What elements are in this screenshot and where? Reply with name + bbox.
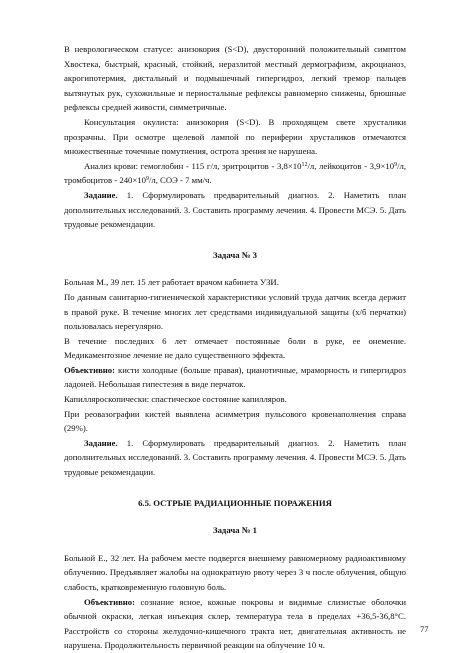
blood-text-4: /л, СОЭ - 7 мм/ч.: [148, 175, 212, 186]
page-number: 77: [420, 624, 429, 634]
blood-analysis-paragraph: [64, 159, 406, 188]
section-patient-paragraph: Больной Е., 32 лет. На рабочем месте подвергся внешнему равномерному радиоактивному облучению. Предъявляет жалобы на однократную рвоту через 3 ч после облучения, общую слабость, кратковременную головную боль.: [64, 552, 406, 592]
task3-assignment-paragraph: [64, 436, 406, 480]
section-task1-heading: Задача № 1: [213, 525, 257, 536]
task3-history-paragraph: В течение последних 6 лет отмечает постоянные боли в руке, ее онемение. Медикаментозное лечение не дало существенного эффекта.: [64, 335, 406, 361]
blood-exponent-2: 9: [394, 161, 398, 168]
task3-heading: Задача № 3: [213, 249, 257, 260]
section-heading: 6.5. ОСТРЫЕ РАДИАЦИОННЫЕ ПОРАЖЕНИЯ: [138, 497, 332, 508]
task3-objective-label: Объективно:: [64, 364, 116, 375]
blood-text-3: /л, тромбоцитов - 240×10: [64, 160, 407, 186]
section-objective-paragraph: [64, 595, 406, 653]
task3-capillaroscopy-paragraph: Капилляроскопически: спастическое состояние капилляров.: [64, 394, 287, 405]
page-content: [64, 42, 406, 653]
section-objective-label: Объективно:: [84, 596, 136, 607]
task3-conditions-paragraph: По данным санитарно-гигиенической характеристики условий труда датчик всегда держит в правой руке. В течение многих лет средствами индивидуальной защиты (х/б перчатки) пользовалась нерегулярно.: [64, 291, 406, 332]
section-objective-text: сознание ясное, кожные покровы и видимые слизистые оболочки обычной окраски, легкая инъекция склер, температура тела в пределах +36,5-36,8°С. Расстройств со стороны желудочно-кишечного тракта нет, двигательная активность не нарушена. Продолжительность первичной реакции на облучение 10 ч.: [64, 596, 406, 651]
task3-objective-text: кисти холодные (больше правая), цианотичные, мраморность и гипергидроз ладоней. Небольшая гипестезия в виде перчаток.: [64, 364, 406, 390]
task3-assignment-text: 1. Сформулировать предварительный диагноз. 2. Наметить план дополнительных исследований. 3. Составить программу лечения. 4. Провести МСЭ. 5. Дать трудовые рекомендации.: [64, 437, 406, 478]
blood-text-2: /л, лейкоцитов - 3,9×10: [307, 160, 395, 171]
blood-exponent-3: 9: [145, 176, 149, 183]
task1-assignment-paragraph: [64, 188, 406, 232]
task3-objective-paragraph: [64, 363, 406, 392]
oculist-paragraph: Консультация окулиста: анизокория (S<D). В проходящем свете хрусталики прозрачны. При осмотре щелевой лампой по периферии хрусталиков отмечаются множественные точечные помутнения, острота зрения не нарушена.: [64, 116, 406, 157]
neuro-status-paragraph: В неврологическом статусе: анизокория (S<D), двусторонний положительный симптом Хвостека, быстрый, красный, стойкий, неразлитой местный дермографизм, акроцианоз, акрогипотермия, дистальный и подмышечный гипергидроз, легкий тремор пальцев вытянутых рук, сухожильные и периостальные рефлексы равномерно снижены, брюшные рефлексы средней живости, симметричные.: [64, 44, 406, 113]
task1-assignment-label: Задание.: [84, 189, 118, 200]
blood-exponent-1: 12: [301, 161, 308, 168]
blood-text-1: Анализ крови: гемоглобин - 115 г/л, эритроцитов - 3,8×10: [84, 160, 302, 171]
task1-assignment-text: 1. Сформулировать предварительный диагноз. 2. Наметить план дополнительных исследований. 3. Составить программу лечения. 4. Провести МСЭ. 5. Дать трудовые рекомендации.: [64, 189, 406, 230]
task3-rheovasography-paragraph: При реовазографии кистей выявлена асимметрия пульсового кровенаполнения справа (29%).: [64, 408, 406, 434]
task3-assignment-label: Задание.: [84, 437, 118, 448]
task3-patient-paragraph: Больная М., 39 лет. 15 лет работает врачом кабинета УЗИ.: [64, 277, 279, 288]
